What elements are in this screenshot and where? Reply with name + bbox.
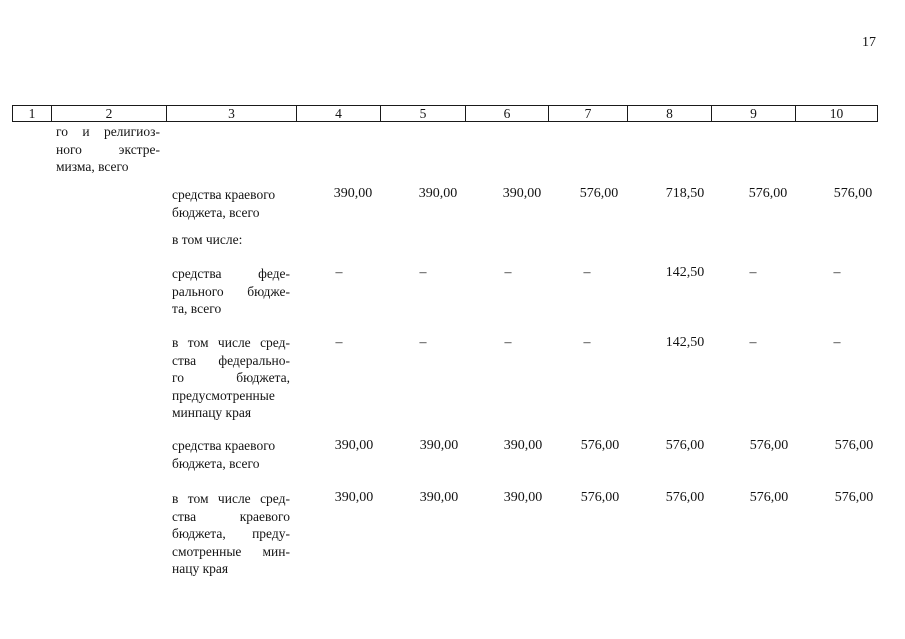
row-label-including [172,231,296,249]
table-cell: 390,00 [333,186,373,201]
table-cell: – [833,265,841,280]
row-label-federal-budget-total [172,265,290,318]
table-cell: 576,00 [665,438,705,453]
table-cell: – [583,265,591,280]
header-col-5: 5 [419,106,427,121]
row-label-line: предусмотренные [172,387,275,403]
table-cell: – [335,335,343,350]
table-cell: 390,00 [502,186,542,201]
table-cell: – [749,335,757,350]
table-cell: 390,00 [503,438,543,453]
table-cell: 576,00 [580,490,620,505]
header-col-1: 1 [28,106,36,121]
header-col-7: 7 [584,106,592,121]
row-label-line: в том числе: [172,232,243,247]
table-cell: – [419,335,427,350]
header-col-2: 2 [105,106,113,121]
table-cell: – [833,335,841,350]
row-label-line: смотренные мин- [172,543,290,559]
row-label-regional-budget-total-2 [172,437,296,472]
row-label-line: бюджета, всего [172,204,260,220]
row-label-regional-budget-total [172,186,296,221]
row-label-line: ства федерально- [172,352,290,368]
header-col-6: 6 [503,106,511,121]
page-number: 17 [862,35,876,50]
table-cell: 390,00 [418,186,458,201]
table-cell: 576,00 [833,186,873,201]
continuation-line: мизма, всего [56,159,129,174]
table-cell: 576,00 [834,438,874,453]
table-cell: 390,00 [334,438,374,453]
header-col-4: 4 [335,106,342,121]
header-col-3: 3 [228,106,235,121]
header-col-9: 9 [750,106,757,121]
table-cell: 390,00 [503,490,543,505]
table-cell: 576,00 [834,490,874,505]
row-label-line: нацу края [172,561,229,576]
table-cell: – [504,335,512,350]
table-cell: 142,50 [665,265,705,280]
table-header-row [12,105,878,122]
row-label-line: ства краевого [172,508,290,524]
row-label-line: минпацу края [172,405,252,420]
row-label-line: средства феде- [172,266,290,281]
table-cell: 576,00 [748,186,788,201]
row-label-regional-funds-ministry [172,490,290,578]
row-label-line: средства краевого [172,187,276,202]
row-label-federal-funds-ministry [172,334,290,422]
continuation-text [56,123,160,176]
row-label-line: рального бюдже- [172,283,290,299]
continuation-line: ного экстре- [56,141,160,157]
continuation-line: го и религиоз- [56,124,160,139]
table-cell: 390,00 [419,438,459,453]
row-label-line: бюджета, всего [172,455,260,471]
row-label-line: в том числе сред- [172,491,290,506]
table-cell: – [749,265,757,280]
table-cell: – [335,265,343,280]
row-label-line: та, всего [172,301,222,316]
table-cell: 718,50 [665,186,705,201]
header-col-10: 10 [829,106,844,121]
row-label-line: бюджета, преду- [172,526,290,541]
table-cell: 576,00 [665,490,705,505]
row-label-line: в том числе сред- [172,335,290,350]
table-cell: 390,00 [419,490,459,505]
table-cell: 576,00 [580,438,620,453]
table-cell: 390,00 [334,490,374,505]
row-label-line: средства краевого [172,438,276,453]
table-cell: 576,00 [749,490,789,505]
table-cell: 142,50 [665,335,705,350]
table-cell: – [419,265,427,280]
table-cell: – [583,335,591,350]
row-label-line: го бюджета, [172,370,290,385]
table-cell: 576,00 [749,438,789,453]
header-col-8: 8 [666,106,673,121]
table-cell: 576,00 [579,186,619,201]
table-cell: – [504,265,512,280]
